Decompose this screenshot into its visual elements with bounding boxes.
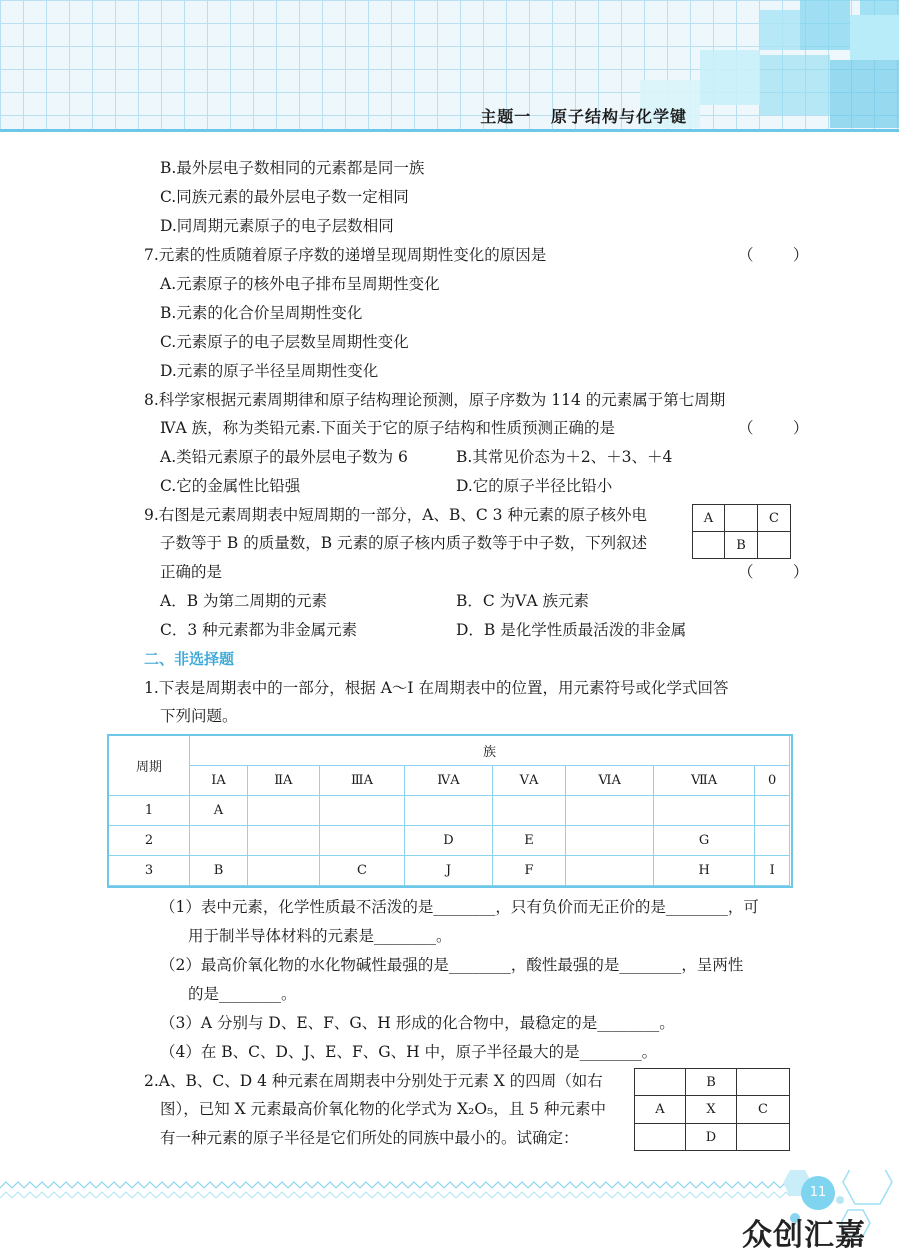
q1-sub2-line1: （2）最高价氧化物的水化物碱性最强的是________，酸性最强的是________，呈两性 (160, 956, 744, 974)
element-cell (566, 826, 654, 856)
q8-stem-line1: 8.科学家根据元素周期律和原子结构理论预测，原子序数为 114 的元素属于第七周期 (144, 391, 726, 409)
q7-option-a: A.元素原子的核外电子排布呈周期性变化 (160, 275, 440, 293)
grid-cell (737, 1124, 790, 1151)
element-cell (247, 856, 319, 886)
element-cell (247, 826, 319, 856)
grid-cell: D (686, 1124, 737, 1151)
grid-cell: A (635, 1096, 686, 1124)
element-cell (492, 796, 566, 826)
group-label: ⅤA (492, 766, 566, 796)
element-cell: F (492, 856, 566, 886)
element-cell (319, 826, 405, 856)
q7-answer-paren: （ ） (738, 246, 809, 264)
section-heading: 二、非选择题 (144, 650, 235, 668)
q7-option-c: C.元素原子的电子层数呈周期性变化 (160, 333, 409, 351)
group-label: 0 (755, 766, 790, 796)
grid-cell (693, 532, 725, 559)
group-header: 族 (190, 736, 790, 766)
q7-option-d: D.元素的原子半径呈周期性变化 (160, 362, 379, 380)
header-decoration (0, 0, 899, 130)
watermark: 众创汇嘉 (742, 1218, 866, 1253)
period-label: 2 (109, 826, 190, 856)
table-row (109, 826, 790, 856)
q9-option-d: D．B 是化学性质最活泼的非金属 (456, 621, 687, 639)
table-row (109, 856, 790, 886)
element-cell: C (319, 856, 405, 886)
group-label: ⅢA (319, 766, 405, 796)
q9-stem-line3: 正确的是 (160, 563, 223, 581)
group-label: ⅣA (405, 766, 492, 796)
q2-stem-line2: 图），已知 X 元素最高价氧化物的化学式为 X₂O₅，且 5 种元素中 (160, 1100, 606, 1118)
q2-stem-line3: 有一种元素的原子半径是它们所处的同族中最小的。试确定： (160, 1129, 579, 1147)
q2-element-grid (634, 1068, 790, 1151)
grid-cell: B (686, 1069, 737, 1096)
q9-option-a: A．B 为第二周期的元素 (160, 592, 328, 610)
q8-option-a: A.类铅元素原子的最外层电子数为 6 (160, 448, 408, 466)
element-cell (755, 796, 790, 826)
q8-option-b: B.其常见价态为＋2、＋3、＋4 (456, 448, 673, 466)
element-cell: H (653, 856, 754, 886)
grid-cell (758, 532, 791, 559)
q9-option-b: B．C 为ⅤA 族元素 (456, 592, 589, 610)
q2-stem-line1: 2.A、B、C、D 4 种元素在周期表中分别处于元素 X 的四周（如右 (144, 1072, 603, 1090)
element-cell: E (492, 826, 566, 856)
q6-option-c: C.同族元素的最外层电子数一定相同 (160, 188, 409, 206)
q1-sub4: （4）在 B、C、D、J、E、F、G、H 中，原子半径最大的是________。 (160, 1043, 658, 1061)
grid-cell (635, 1069, 686, 1096)
period-label: 3 (109, 856, 190, 886)
group-label: ⅥA (566, 766, 654, 796)
q9-answer-paren: （ ） (738, 563, 809, 581)
q9-stem-line2: 子数等于 B 的质量数，B 元素的原子核内质子数等于中子数，下列叙述 (160, 534, 648, 552)
q1-stem-line1: 1.下表是周期表中的一部分，根据 A～I 在周期表中的位置，用元素符号或化学式回答 (144, 679, 729, 697)
q1-stem-line2: 下列问题。 (160, 707, 238, 725)
element-cell: A (190, 796, 248, 826)
grid-cell (737, 1069, 790, 1096)
q8-stem-line2: ⅣA 族，称为类铅元素.下面关于它的原子结构和性质预测正确的是 (160, 419, 616, 437)
q7-option-b: B.元素的化合价呈周期性变化 (160, 304, 363, 322)
q9-element-grid (692, 504, 791, 559)
grid-cell: X (686, 1096, 737, 1124)
q7-stem: 7.元素的性质随着原子序数的递增呈现周期性变化的原因是 (144, 246, 547, 264)
group-label: ⅦA (653, 766, 754, 796)
element-cell (566, 856, 654, 886)
q9-stem-line1: 9.右图是元素周期表中短周期的一部分，A、B、C 3 种元素的原子核外电 (144, 506, 647, 524)
q6-option-d: D.同周期元素原子的电子层数相同 (160, 217, 394, 235)
grid-cell: A (693, 505, 725, 532)
q1-sub1-line1: （1）表中元素，化学性质最不活泼的是________，只有负价而无正价的是________，可 (160, 898, 759, 916)
q8-answer-paren: （ ） (738, 419, 809, 437)
header-divider (0, 129, 899, 132)
q8-option-c: C.它的金属性比铅强 (160, 477, 301, 495)
period-header: 周期 (109, 736, 190, 796)
period-label: 1 (109, 796, 190, 826)
element-cell (247, 796, 319, 826)
grid-cell: B (725, 532, 758, 559)
element-cell: J (405, 856, 492, 886)
element-cell (190, 826, 248, 856)
q1-sub1-line2: 用于制半导体材料的元素是________。 (188, 927, 452, 945)
q1-sub3: （3）A 分别与 D、E、F、G、H 形成的化合物中，最稳定的是________。 (160, 1014, 675, 1032)
page-number: 11 (801, 1176, 835, 1210)
element-cell: B (190, 856, 248, 886)
element-cell (755, 826, 790, 856)
group-label: ⅠA (190, 766, 248, 796)
group-label: ⅡA (247, 766, 319, 796)
element-cell (566, 796, 654, 826)
element-cell (405, 796, 492, 826)
grid-cell (725, 505, 758, 532)
element-cell: D (405, 826, 492, 856)
table-row (109, 796, 790, 826)
q1-sub2-line2: 的是________。 (188, 985, 297, 1003)
periodic-table (108, 735, 790, 886)
element-cell (653, 796, 754, 826)
element-cell: G (653, 826, 754, 856)
element-cell: I (755, 856, 790, 886)
grid-cell: C (737, 1096, 790, 1124)
q6-option-b: B.最外层电子数相同的元素都是同一族 (160, 159, 425, 177)
q8-option-d: D.它的原子半径比铅小 (456, 477, 613, 495)
element-cell (319, 796, 405, 826)
grid-cell (635, 1124, 686, 1151)
header-title: 主题一 原子结构与化学键 (480, 107, 687, 126)
q9-option-c: C．3 种元素都为非金属元素 (160, 621, 358, 639)
grid-cell: C (758, 505, 791, 532)
